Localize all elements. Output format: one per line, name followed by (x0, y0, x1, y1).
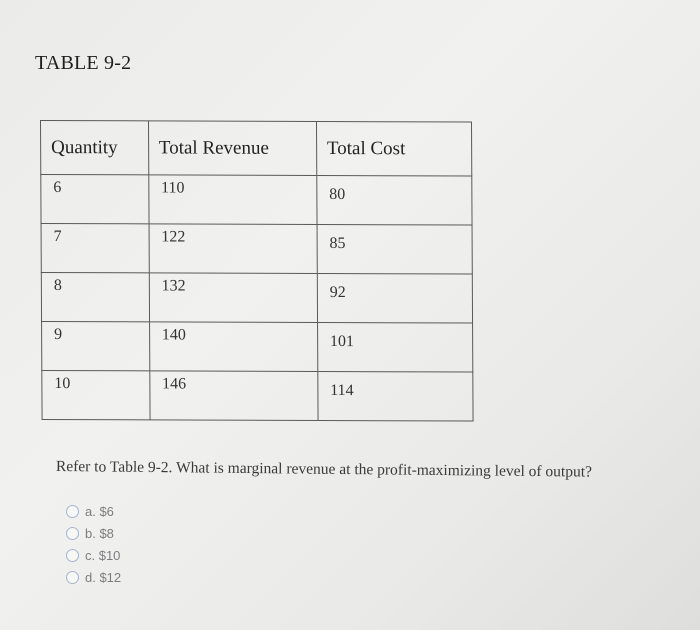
table-cell-total-cost: 85 (317, 224, 472, 274)
option-label: c. $10 (85, 547, 121, 563)
table-row (41, 175, 472, 226)
table-cell-quantity: 6 (41, 175, 149, 224)
table-cell-total-cost: 92 (317, 273, 472, 323)
table-cell-total-cost: 101 (317, 322, 472, 372)
radio-button-icon[interactable] (66, 505, 79, 518)
table-cell-quantity: 9 (42, 322, 150, 371)
question-text: Refer to Table 9-2. What is marginal revenue at the profit-maximizing level of output? (55, 458, 593, 481)
column-header-total-cost: Total Cost (316, 121, 471, 176)
option-c[interactable] (66, 544, 121, 566)
table-cell-quantity: 7 (41, 224, 149, 273)
option-a[interactable] (66, 500, 121, 522)
column-header-total-revenue: Total Revenue (148, 121, 316, 176)
table-cell-quantity: 8 (41, 273, 149, 322)
table-row (41, 273, 472, 324)
option-label: d. $12 (85, 569, 122, 585)
table-cell-total-revenue: 132 (149, 273, 317, 323)
option-d[interactable] (66, 566, 121, 588)
data-table (40, 120, 474, 422)
radio-button-icon[interactable] (66, 549, 79, 562)
page-title: TABLE 9-2 (35, 52, 132, 74)
radio-button-icon[interactable] (66, 571, 79, 584)
option-label: a. $6 (85, 503, 114, 519)
table-row (42, 371, 473, 422)
table-header-row (41, 121, 472, 177)
table-row (41, 224, 472, 275)
table-cell-total-revenue: 140 (149, 322, 317, 372)
table-cell-total-cost: 114 (318, 371, 473, 421)
column-header-quantity: Quantity (41, 121, 149, 175)
radio-button-icon[interactable] (66, 527, 79, 540)
table-cell-total-cost: 80 (317, 175, 472, 225)
option-label: b. $8 (85, 525, 114, 541)
option-b[interactable] (66, 522, 121, 544)
table-cell-total-revenue: 122 (149, 224, 317, 274)
table-cell-total-revenue: 110 (149, 175, 317, 225)
answer-options (66, 500, 121, 588)
table-cell-quantity: 10 (42, 371, 150, 420)
table-row (42, 322, 473, 373)
table-cell-total-revenue: 146 (150, 371, 318, 421)
